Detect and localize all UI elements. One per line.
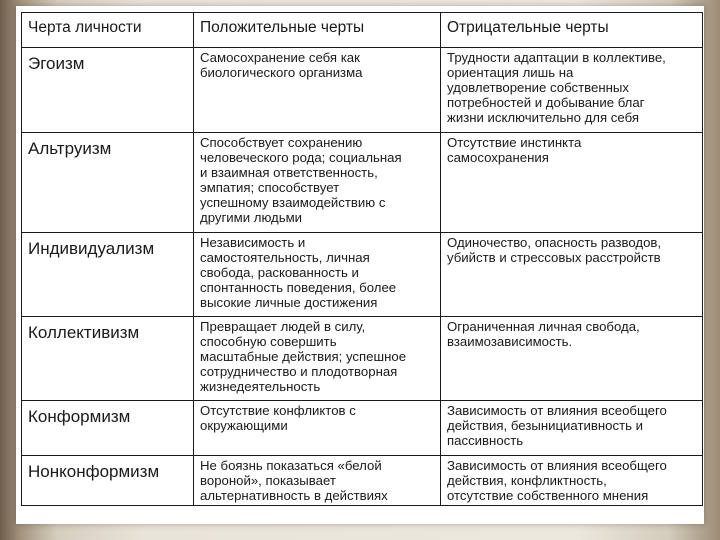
- positive-feature-line: другими людьми: [200, 210, 303, 225]
- negative-features-cell: [441, 401, 703, 456]
- positive-feature-line: Способствует сохранению: [200, 135, 363, 150]
- trait-name: Альтруизм: [22, 133, 194, 233]
- positive-feature-line: Превращает людей в силу,: [200, 319, 366, 334]
- trait-name: Эгоизм: [22, 48, 194, 133]
- positive-feature-line: сотрудничество и плодотворная: [200, 364, 398, 379]
- trait-name: Коллективизм: [22, 317, 194, 401]
- positive-features-cell: [194, 317, 441, 401]
- header-positive: Положительные черты: [194, 13, 441, 48]
- positive-feature-line: спонтанность поведения, более: [200, 280, 397, 295]
- positive-feature-line: и взаимная ответственность,: [200, 165, 378, 180]
- header-trait: Черта личности: [22, 13, 194, 48]
- positive-feature-line: окружающими: [200, 418, 288, 433]
- positive-feature-line: Не боязнь показаться «белой: [200, 458, 382, 473]
- negative-feature-line: Одиночество, опасность разводов,: [447, 235, 662, 250]
- positive-feature-line: способную совершить: [200, 334, 337, 349]
- table-row: [22, 456, 703, 506]
- negative-feature-line: жизни исключительно для себя: [447, 110, 639, 125]
- negative-feature-line: действия, конфликтность,: [447, 473, 607, 488]
- positive-feature-line: биологического организма: [200, 65, 363, 80]
- positive-feature-line: эмпатия; способствует: [200, 180, 340, 195]
- negative-feature-line: потребностей и добывание благ: [447, 95, 645, 110]
- negative-feature-line: самосохранения: [447, 150, 549, 165]
- table-row: [22, 401, 703, 456]
- positive-feature-line: Самосохранение себя как: [200, 50, 360, 65]
- positive-feature-line: вороной», показывает: [200, 473, 336, 488]
- positive-features-cell: [194, 233, 441, 317]
- negative-feature-line: ориентация лишь на: [447, 65, 574, 80]
- positive-feature-line: жизнедеятельность: [200, 379, 321, 394]
- negative-feature-line: Зависимость от влияния всеобщего: [447, 403, 667, 418]
- positive-feature-line: Отсутствие конфликтов с: [200, 403, 356, 418]
- negative-feature-line: отсутствие собственного мнения: [447, 488, 649, 503]
- negative-features-cell: [441, 456, 703, 506]
- positive-feature-line: высокие личные достижения: [200, 295, 378, 310]
- negative-feature-line: Отсутствие инстинкта: [447, 135, 582, 150]
- traits-table: [21, 12, 703, 506]
- positive-feature-line: альтернативность в действиях: [200, 488, 388, 503]
- negative-feature-line: действия, безынициативность и: [447, 418, 644, 433]
- positive-feature-line: свобода, раскованность и: [200, 265, 359, 280]
- trait-name: Конформизм: [22, 401, 194, 456]
- negative-feature-line: Трудности адаптации в коллективе,: [447, 50, 666, 65]
- negative-feature-line: взаимозависимость.: [447, 334, 573, 349]
- positive-feature-line: успешному взаимодействию с: [200, 195, 386, 210]
- table-header-row: [22, 13, 703, 48]
- positive-feature-line: Независимость и: [200, 235, 306, 250]
- trait-name: Нонконформизм: [22, 456, 194, 506]
- negative-features-cell: [441, 233, 703, 317]
- negative-features-cell: [441, 317, 703, 401]
- positive-features-cell: [194, 401, 441, 456]
- slide-sheet: [16, 6, 704, 524]
- positive-features-cell: [194, 456, 441, 506]
- negative-feature-line: пассивность: [447, 433, 524, 448]
- negative-feature-line: Зависимость от влияния всеобщего: [447, 458, 667, 473]
- table-row: [22, 233, 703, 317]
- positive-feature-line: самостоятельность, личная: [200, 250, 370, 265]
- trait-name: Индивидуализм: [22, 233, 194, 317]
- positive-feature-line: человеческого рода; социальная: [200, 150, 402, 165]
- negative-feature-line: убийств и стрессовых расстройств: [447, 250, 661, 265]
- header-negative: Отрицательные черты: [441, 13, 703, 48]
- table-row: [22, 133, 703, 233]
- negative-feature-line: Ограниченная личная свобода,: [447, 319, 640, 334]
- table-row: [22, 48, 703, 133]
- table-row: [22, 317, 703, 401]
- positive-features-cell: [194, 48, 441, 133]
- negative-feature-line: удовлетворение собственных: [447, 80, 629, 95]
- negative-features-cell: [441, 48, 703, 133]
- positive-features-cell: [194, 133, 441, 233]
- positive-feature-line: масштабные действия; успешное: [200, 349, 407, 364]
- negative-features-cell: [441, 133, 703, 233]
